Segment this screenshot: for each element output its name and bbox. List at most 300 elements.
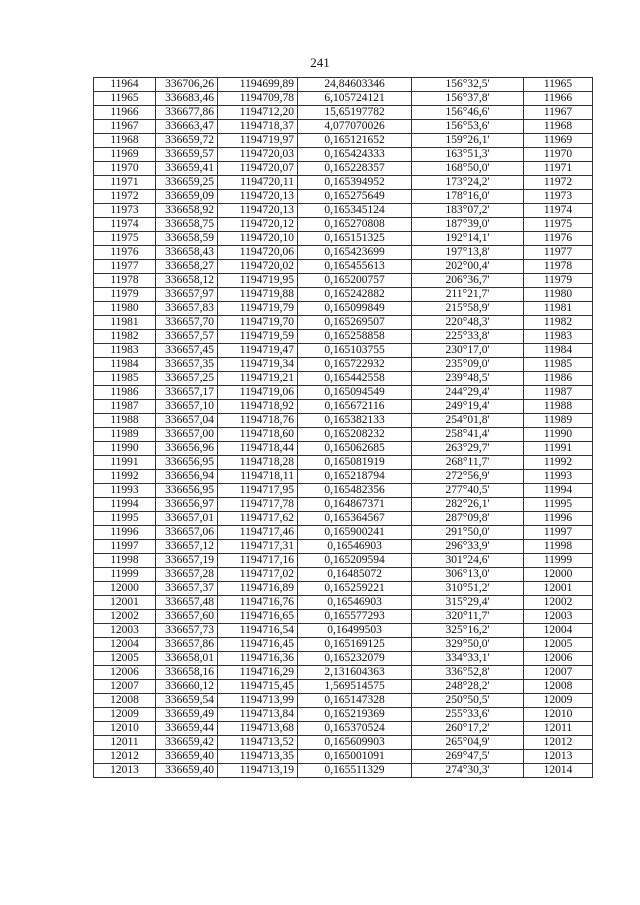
table-row: [94, 134, 593, 148]
next-point-cell: 11969: [524, 134, 593, 148]
next-point-cell: 12003: [524, 610, 593, 624]
x-coordinate-cell: 336659,41: [156, 162, 218, 176]
point-number-cell: 12000: [94, 582, 156, 596]
bearing-cell: 248°28,2': [412, 680, 524, 694]
point-number-cell: 12005: [94, 652, 156, 666]
y-coordinate-cell: 1194719,59: [218, 330, 298, 344]
x-coordinate-cell: 336657,00: [156, 428, 218, 442]
point-number-cell: 11966: [94, 106, 156, 120]
bearing-cell: 206°36,7': [412, 274, 524, 288]
table-row: [94, 288, 593, 302]
next-point-cell: 11984: [524, 344, 593, 358]
y-coordinate-cell: 1194720,12: [218, 218, 298, 232]
next-point-cell: 11988: [524, 400, 593, 414]
y-coordinate-cell: 1194719,95: [218, 274, 298, 288]
point-number-cell: 11977: [94, 260, 156, 274]
y-coordinate-cell: 1194699,89: [218, 78, 298, 92]
distance-cell: 0,165208232: [298, 428, 412, 442]
table-row: [94, 708, 593, 722]
distance-cell: 0,165081919: [298, 456, 412, 470]
table-row: [94, 736, 593, 750]
distance-cell: 15,65197782: [298, 106, 412, 120]
table-row: [94, 162, 593, 176]
bearing-cell: 178°16,0': [412, 190, 524, 204]
distance-cell: 0,165511329: [298, 764, 412, 778]
point-number-cell: 11994: [94, 498, 156, 512]
x-coordinate-cell: 336658,12: [156, 274, 218, 288]
x-coordinate-cell: 336658,16: [156, 666, 218, 680]
bearing-cell: 239°48,5': [412, 372, 524, 386]
y-coordinate-cell: 1194709,78: [218, 92, 298, 106]
point-number-cell: 11998: [94, 554, 156, 568]
y-coordinate-cell: 1194720,11: [218, 176, 298, 190]
next-point-cell: 11977: [524, 246, 593, 260]
point-number-cell: 11965: [94, 92, 156, 106]
distance-cell: 0,165382133: [298, 414, 412, 428]
distance-cell: 0,165219369: [298, 708, 412, 722]
point-number-cell: 11999: [94, 568, 156, 582]
y-coordinate-cell: 1194720,10: [218, 232, 298, 246]
x-coordinate-cell: 336657,57: [156, 330, 218, 344]
distance-cell: 0,165482356: [298, 484, 412, 498]
x-coordinate-cell: 336658,92: [156, 204, 218, 218]
table-row: [94, 260, 593, 274]
bearing-cell: 211°21,7': [412, 288, 524, 302]
next-point-cell: 12010: [524, 708, 593, 722]
x-coordinate-cell: 336659,54: [156, 694, 218, 708]
table-row: [94, 316, 593, 330]
bearing-cell: 156°37,8': [412, 92, 524, 106]
y-coordinate-cell: 1194715,45: [218, 680, 298, 694]
point-number-cell: 11972: [94, 190, 156, 204]
point-number-cell: 11968: [94, 134, 156, 148]
bearing-cell: 244°29,4': [412, 386, 524, 400]
table-row: [94, 568, 593, 582]
x-coordinate-cell: 336659,40: [156, 750, 218, 764]
distance-cell: 0,165269507: [298, 316, 412, 330]
next-point-cell: 11978: [524, 260, 593, 274]
x-coordinate-cell: 336658,01: [156, 652, 218, 666]
next-point-cell: 12012: [524, 736, 593, 750]
bearing-cell: 296°33,9': [412, 540, 524, 554]
x-coordinate-cell: 336657,12: [156, 540, 218, 554]
next-point-cell: 12009: [524, 694, 593, 708]
point-number-cell: 11985: [94, 372, 156, 386]
y-coordinate-cell: 1194716,76: [218, 596, 298, 610]
table-row: [94, 610, 593, 624]
distance-cell: 0,165258858: [298, 330, 412, 344]
x-coordinate-cell: 336657,86: [156, 638, 218, 652]
point-number-cell: 12013: [94, 764, 156, 778]
distance-cell: 0,165424333: [298, 148, 412, 162]
y-coordinate-cell: 1194718,28: [218, 456, 298, 470]
point-number-cell: 12001: [94, 596, 156, 610]
distance-cell: 0,165200757: [298, 274, 412, 288]
x-coordinate-cell: 336657,45: [156, 344, 218, 358]
table-row: [94, 442, 593, 456]
y-coordinate-cell: 1194716,54: [218, 624, 298, 638]
distance-cell: 0,165099849: [298, 302, 412, 316]
x-coordinate-cell: 336657,35: [156, 358, 218, 372]
y-coordinate-cell: 1194718,37: [218, 120, 298, 134]
point-number-cell: 12007: [94, 680, 156, 694]
bearing-cell: 272°56,9': [412, 470, 524, 484]
bearing-cell: 306°13,0': [412, 568, 524, 582]
table-row: [94, 428, 593, 442]
table-row: [94, 330, 593, 344]
bearing-cell: 156°32,5': [412, 78, 524, 92]
y-coordinate-cell: 1194713,84: [218, 708, 298, 722]
table-row: [94, 540, 593, 554]
distance-cell: 0,165577293: [298, 610, 412, 624]
distance-cell: 0,165218794: [298, 470, 412, 484]
y-coordinate-cell: 1194716,45: [218, 638, 298, 652]
x-coordinate-cell: 336663,47: [156, 120, 218, 134]
table-row: [94, 386, 593, 400]
y-coordinate-cell: 1194718,92: [218, 400, 298, 414]
y-coordinate-cell: 1194716,65: [218, 610, 298, 624]
x-coordinate-cell: 336657,17: [156, 386, 218, 400]
table-row: [94, 274, 593, 288]
x-coordinate-cell: 336657,04: [156, 414, 218, 428]
table-row: [94, 148, 593, 162]
y-coordinate-cell: 1194718,76: [218, 414, 298, 428]
next-point-cell: 11990: [524, 428, 593, 442]
bearing-cell: 156°53,6': [412, 120, 524, 134]
next-point-cell: 11965: [524, 78, 593, 92]
point-number-cell: 11964: [94, 78, 156, 92]
distance-cell: 0,165147328: [298, 694, 412, 708]
x-coordinate-cell: 336657,28: [156, 568, 218, 582]
distance-cell: 0,16499503: [298, 624, 412, 638]
next-point-cell: 11982: [524, 316, 593, 330]
bearing-cell: 215°58,9': [412, 302, 524, 316]
table-row: [94, 204, 593, 218]
table-row: [94, 120, 593, 134]
next-point-cell: 11999: [524, 554, 593, 568]
table-row: [94, 470, 593, 484]
table-row: [94, 694, 593, 708]
x-coordinate-cell: 336659,09: [156, 190, 218, 204]
distance-cell: 0,165242882: [298, 288, 412, 302]
next-point-cell: 11997: [524, 526, 593, 540]
next-point-cell: 11986: [524, 372, 593, 386]
table-row: [94, 400, 593, 414]
y-coordinate-cell: 1194719,06: [218, 386, 298, 400]
bearing-cell: 163°51,3': [412, 148, 524, 162]
table-row: [94, 456, 593, 470]
bearing-cell: 250°50,5': [412, 694, 524, 708]
y-coordinate-cell: 1194719,34: [218, 358, 298, 372]
table-row: [94, 750, 593, 764]
next-point-cell: 11975: [524, 218, 593, 232]
distance-cell: 0,165232079: [298, 652, 412, 666]
y-coordinate-cell: 1194713,19: [218, 764, 298, 778]
y-coordinate-cell: 1194716,36: [218, 652, 298, 666]
y-coordinate-cell: 1194713,52: [218, 736, 298, 750]
bearing-cell: 202°00,4': [412, 260, 524, 274]
y-coordinate-cell: 1194719,88: [218, 288, 298, 302]
next-point-cell: 11991: [524, 442, 593, 456]
bearing-cell: 235°09,0': [412, 358, 524, 372]
distance-cell: 0,165442558: [298, 372, 412, 386]
y-coordinate-cell: 1194719,79: [218, 302, 298, 316]
next-point-cell: 12013: [524, 750, 593, 764]
distance-cell: 0,165423699: [298, 246, 412, 260]
point-number-cell: 11983: [94, 344, 156, 358]
y-coordinate-cell: 1194713,35: [218, 750, 298, 764]
table-row: [94, 78, 593, 92]
next-point-cell: 12002: [524, 596, 593, 610]
x-coordinate-cell: 336657,48: [156, 596, 218, 610]
x-coordinate-cell: 336657,01: [156, 512, 218, 526]
y-coordinate-cell: 1194719,97: [218, 134, 298, 148]
bearing-cell: 269°47,5': [412, 750, 524, 764]
bearing-cell: 268°11,7': [412, 456, 524, 470]
x-coordinate-cell: 336657,06: [156, 526, 218, 540]
point-number-cell: 11996: [94, 526, 156, 540]
next-point-cell: 12006: [524, 652, 593, 666]
next-point-cell: 11976: [524, 232, 593, 246]
x-coordinate-cell: 336657,73: [156, 624, 218, 638]
distance-cell: 0,165900241: [298, 526, 412, 540]
distance-cell: 0,165722932: [298, 358, 412, 372]
y-coordinate-cell: 1194719,70: [218, 316, 298, 330]
next-point-cell: 11980: [524, 288, 593, 302]
next-point-cell: 11998: [524, 540, 593, 554]
table-row: [94, 582, 593, 596]
distance-cell: 0,165228357: [298, 162, 412, 176]
next-point-cell: 12001: [524, 582, 593, 596]
distance-cell: 0,165394952: [298, 176, 412, 190]
point-number-cell: 11997: [94, 540, 156, 554]
table-row: [94, 484, 593, 498]
point-number-cell: 12002: [94, 610, 156, 624]
x-coordinate-cell: 336657,70: [156, 316, 218, 330]
bearing-cell: 183°07,2': [412, 204, 524, 218]
bearing-cell: 220°48,3': [412, 316, 524, 330]
y-coordinate-cell: 1194717,95: [218, 484, 298, 498]
table-row: [94, 764, 593, 778]
y-coordinate-cell: 1194713,68: [218, 722, 298, 736]
point-number-cell: 12009: [94, 708, 156, 722]
next-point-cell: 11971: [524, 162, 593, 176]
distance-cell: 0,165364567: [298, 512, 412, 526]
point-number-cell: 11990: [94, 442, 156, 456]
y-coordinate-cell: 1194717,02: [218, 568, 298, 582]
x-coordinate-cell: 336659,40: [156, 764, 218, 778]
point-number-cell: 11976: [94, 246, 156, 260]
y-coordinate-cell: 1194720,07: [218, 162, 298, 176]
bearing-cell: 274°30,3': [412, 764, 524, 778]
point-number-cell: 11980: [94, 302, 156, 316]
table-row: [94, 176, 593, 190]
table-row: [94, 106, 593, 120]
x-coordinate-cell: 336657,60: [156, 610, 218, 624]
next-point-cell: 11996: [524, 512, 593, 526]
bearing-cell: 287°09,8': [412, 512, 524, 526]
table-row: [94, 624, 593, 638]
bearing-cell: 192°14,1': [412, 232, 524, 246]
point-number-cell: 11979: [94, 288, 156, 302]
point-number-cell: 11984: [94, 358, 156, 372]
x-coordinate-cell: 336656,94: [156, 470, 218, 484]
next-point-cell: 11979: [524, 274, 593, 288]
y-coordinate-cell: 1194717,78: [218, 498, 298, 512]
next-point-cell: 11981: [524, 302, 593, 316]
point-number-cell: 11973: [94, 204, 156, 218]
next-point-cell: 11994: [524, 484, 593, 498]
x-coordinate-cell: 336706,26: [156, 78, 218, 92]
x-coordinate-cell: 336658,43: [156, 246, 218, 260]
x-coordinate-cell: 336683,46: [156, 92, 218, 106]
y-coordinate-cell: 1194717,46: [218, 526, 298, 540]
point-number-cell: 11991: [94, 456, 156, 470]
x-coordinate-cell: 336659,49: [156, 708, 218, 722]
distance-cell: 0,165345124: [298, 204, 412, 218]
bearing-cell: 173°24,2': [412, 176, 524, 190]
point-number-cell: 11995: [94, 512, 156, 526]
table-row: [94, 722, 593, 736]
x-coordinate-cell: 336659,72: [156, 134, 218, 148]
distance-cell: 0,165001091: [298, 750, 412, 764]
y-coordinate-cell: 1194720,02: [218, 260, 298, 274]
next-point-cell: 11974: [524, 204, 593, 218]
point-number-cell: 11978: [94, 274, 156, 288]
point-number-cell: 11970: [94, 162, 156, 176]
point-number-cell: 11992: [94, 470, 156, 484]
x-coordinate-cell: 336658,27: [156, 260, 218, 274]
next-point-cell: 12011: [524, 722, 593, 736]
point-number-cell: 12008: [94, 694, 156, 708]
distance-cell: 0,165370524: [298, 722, 412, 736]
bearing-cell: 254°01,8': [412, 414, 524, 428]
coordinates-table: [93, 77, 593, 778]
point-number-cell: 12012: [94, 750, 156, 764]
point-number-cell: 12004: [94, 638, 156, 652]
table-body: [94, 78, 593, 778]
x-coordinate-cell: 336658,75: [156, 218, 218, 232]
distance-cell: 0,165209594: [298, 554, 412, 568]
point-number-cell: 11982: [94, 330, 156, 344]
distance-cell: 0,165270808: [298, 218, 412, 232]
table-row: [94, 302, 593, 316]
x-coordinate-cell: 336677,86: [156, 106, 218, 120]
next-point-cell: 11992: [524, 456, 593, 470]
distance-cell: 0,165672116: [298, 400, 412, 414]
y-coordinate-cell: 1194717,31: [218, 540, 298, 554]
next-point-cell: 11989: [524, 414, 593, 428]
y-coordinate-cell: 1194713,99: [218, 694, 298, 708]
x-coordinate-cell: 336657,83: [156, 302, 218, 316]
next-point-cell: 11966: [524, 92, 593, 106]
x-coordinate-cell: 336659,25: [156, 176, 218, 190]
y-coordinate-cell: 1194716,89: [218, 582, 298, 596]
bearing-cell: 320°11,7': [412, 610, 524, 624]
y-coordinate-cell: 1194717,16: [218, 554, 298, 568]
distance-cell: 0,165094549: [298, 386, 412, 400]
x-coordinate-cell: 336660,12: [156, 680, 218, 694]
bearing-cell: 225°33,8': [412, 330, 524, 344]
table-row: [94, 526, 593, 540]
table-row: [94, 372, 593, 386]
y-coordinate-cell: 1194720,13: [218, 204, 298, 218]
distance-cell: 0,165151325: [298, 232, 412, 246]
y-coordinate-cell: 1194720,13: [218, 190, 298, 204]
bearing-cell: 282°26,1': [412, 498, 524, 512]
bearing-cell: 255°33,6': [412, 708, 524, 722]
distance-cell: 0,165169125: [298, 638, 412, 652]
distance-cell: 4,077070026: [298, 120, 412, 134]
y-coordinate-cell: 1194720,03: [218, 148, 298, 162]
next-point-cell: 12000: [524, 568, 593, 582]
x-coordinate-cell: 336659,42: [156, 736, 218, 750]
distance-cell: 0,16485072: [298, 568, 412, 582]
next-point-cell: 12007: [524, 666, 593, 680]
distance-cell: 0,164867371: [298, 498, 412, 512]
point-number-cell: 11975: [94, 232, 156, 246]
table-row: [94, 498, 593, 512]
distance-cell: 0,165062685: [298, 442, 412, 456]
x-coordinate-cell: 336658,59: [156, 232, 218, 246]
table-row: [94, 596, 593, 610]
bearing-cell: 310°51,2': [412, 582, 524, 596]
bearing-cell: 249°19,4': [412, 400, 524, 414]
bearing-cell: 258°41,4': [412, 428, 524, 442]
point-number-cell: 11967: [94, 120, 156, 134]
bearing-cell: 260°17,2': [412, 722, 524, 736]
next-point-cell: 11970: [524, 148, 593, 162]
point-number-cell: 11981: [94, 316, 156, 330]
table-row: [94, 246, 593, 260]
table-row: [94, 638, 593, 652]
next-point-cell: 11972: [524, 176, 593, 190]
point-number-cell: 12006: [94, 666, 156, 680]
bearing-cell: 315°29,4': [412, 596, 524, 610]
table-row: [94, 512, 593, 526]
next-point-cell: 12014: [524, 764, 593, 778]
next-point-cell: 11983: [524, 330, 593, 344]
point-number-cell: 11988: [94, 414, 156, 428]
next-point-cell: 11968: [524, 120, 593, 134]
bearing-cell: 325°16,2': [412, 624, 524, 638]
bearing-cell: 291°50,0': [412, 526, 524, 540]
x-coordinate-cell: 336657,10: [156, 400, 218, 414]
distance-cell: 6,105724121: [298, 92, 412, 106]
x-coordinate-cell: 336656,95: [156, 456, 218, 470]
point-number-cell: 12011: [94, 736, 156, 750]
bearing-cell: 265°04,9': [412, 736, 524, 750]
table-row: [94, 358, 593, 372]
next-point-cell: 12008: [524, 680, 593, 694]
table-row: [94, 344, 593, 358]
distance-cell: 0,165455613: [298, 260, 412, 274]
y-coordinate-cell: 1194712,20: [218, 106, 298, 120]
y-coordinate-cell: 1194719,21: [218, 372, 298, 386]
table-row: [94, 414, 593, 428]
bearing-cell: 334°33,1': [412, 652, 524, 666]
point-number-cell: 11974: [94, 218, 156, 232]
next-point-cell: 12004: [524, 624, 593, 638]
y-coordinate-cell: 1194717,62: [218, 512, 298, 526]
x-coordinate-cell: 336657,25: [156, 372, 218, 386]
bearing-cell: 277°40,5': [412, 484, 524, 498]
bearing-cell: 197°13,8': [412, 246, 524, 260]
bearing-cell: 336°52,8': [412, 666, 524, 680]
bearing-cell: 301°24,6': [412, 554, 524, 568]
page-number: 241: [310, 55, 330, 70]
y-coordinate-cell: 1194719,47: [218, 344, 298, 358]
